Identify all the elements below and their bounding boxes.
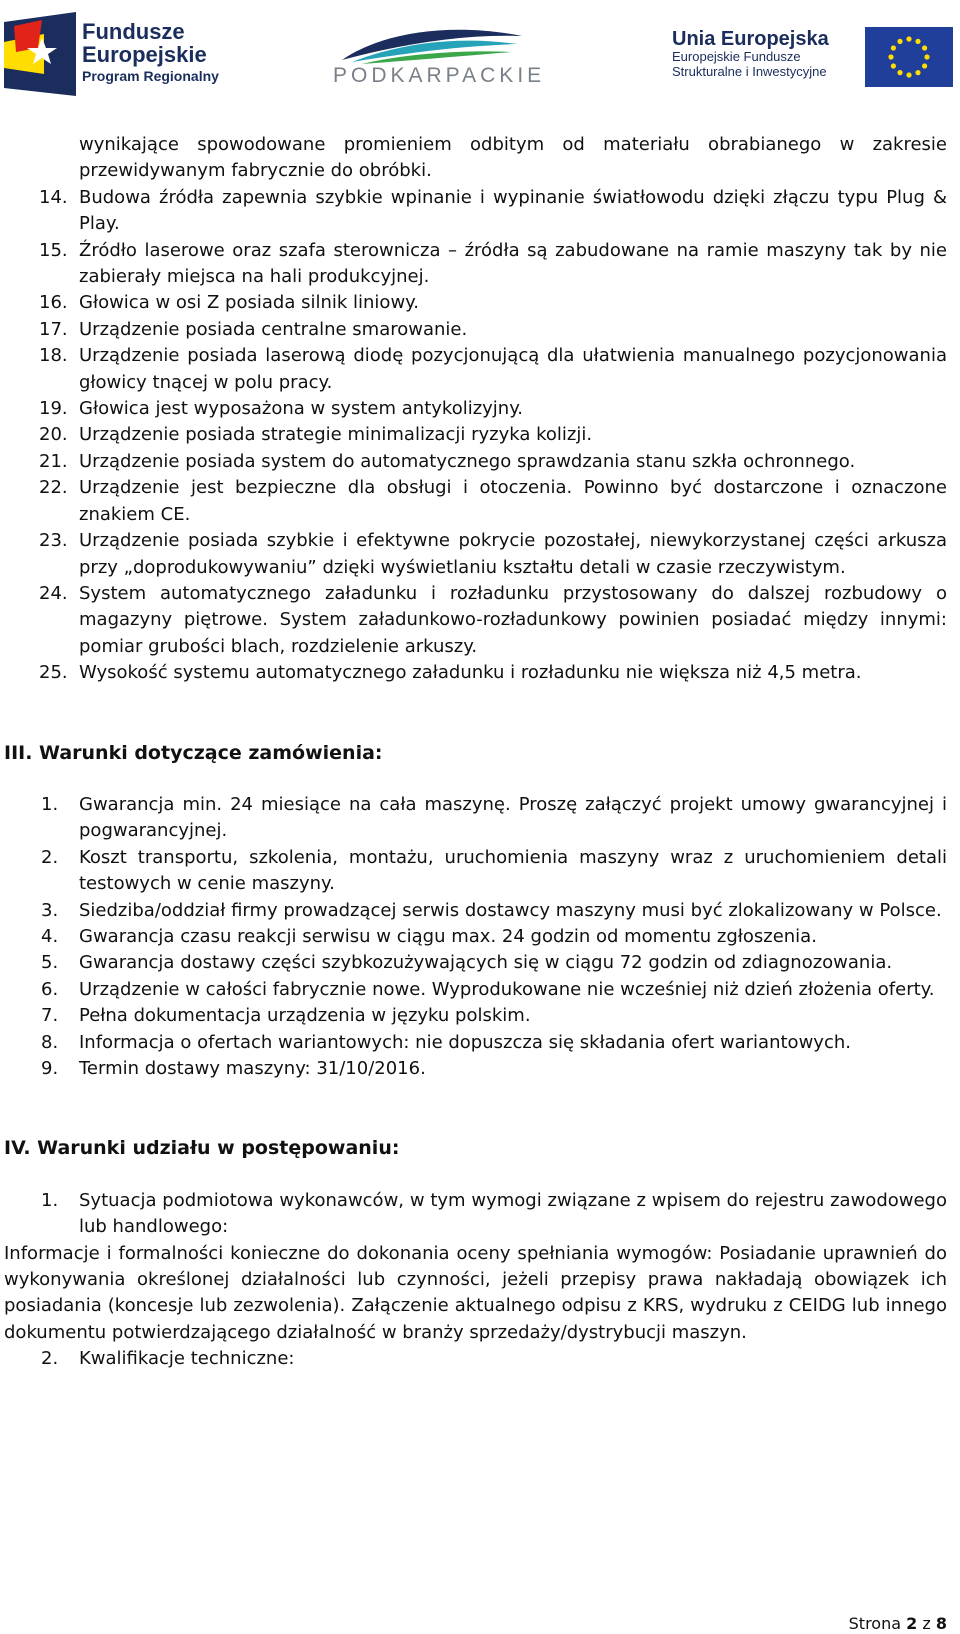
logo-center-name: PODKARPACKIE [333, 64, 546, 87]
footer-total-pages: 8 [935, 1614, 947, 1633]
list-item [0, 1056, 960, 1082]
participation-conditions-list-continued [0, 1346, 960, 1372]
list-item [0, 238, 960, 291]
list-item [0, 845, 960, 898]
participation-conditions-list [0, 1188, 960, 1241]
section-heading-iv: IV. Warunki udziału w postępowaniu: [4, 1137, 400, 1160]
list-item-number: 1. [41, 1189, 59, 1211]
header-logos [0, 0, 960, 100]
list-item-text: Urządzenie posiada szybkie i efektywne pokrycie pozostałej, niewykorzystanej części arkusza przy „doprodukowywaniu” dzięki wyświetlaniu kształtu detali w czasie rzeczywistym. [79, 530, 947, 578]
list-item-text: Wysokość systemu automatycznego załadunku i rozładunku nie większa niż 4,5 metra. [79, 662, 862, 684]
logo-left-line3: Program Regionalny [82, 68, 219, 85]
footer-page-number: 2 [906, 1614, 918, 1633]
list-item [0, 898, 960, 924]
list-item-number: 6. [41, 978, 59, 1000]
list-item-text: wynikające spowodowane promieniem odbitym od materiału obrabianego w zakresie przewidywanym fabrycznie do obróbki. [79, 134, 947, 182]
list-item-text: Urządzenie posiada centralne smarowanie. [79, 318, 468, 340]
list-item-number: 5. [41, 952, 59, 974]
list-item-number: 8. [41, 1031, 59, 1053]
list-item-continuation [0, 132, 960, 185]
list-item-text: Koszt transportu, szkolenia, montażu, uruchomienia maszyny wraz z uruchomieniem detali testowych w cenie maszyny. [79, 846, 947, 895]
footer-separator: z [922, 1614, 931, 1633]
list-item-text: Źródło laserowe oraz szafa sterownicza – źródła są zabudowane na ramie maszyny tak by nie zabierały miejsca na hali produkcyjnej. [79, 239, 947, 288]
list-item-text: Głowica w osi Z posiada silnik liniowy. [79, 292, 419, 314]
list-item [0, 581, 960, 660]
list-item-number: 23. [39, 530, 68, 552]
list-item-number: 20. [39, 424, 68, 446]
list-item-text: Urządzenie posiada strategie minimalizacji ryzyka kolizji. [79, 424, 593, 446]
requirements-list [0, 132, 960, 687]
list-item-text: Kwalifikacje techniczne: [79, 1348, 295, 1370]
list-item-text: System automatycznego załadunku i rozładunku przystosowany do dalszej rozbudowy o magazyny piętrowe. System załadunkowo-rozładunkowy powinien posiadać między innymi: pomiar grubości blach, rozdzielenie arkuszy. [79, 582, 947, 657]
list-item-text: Głowica jest wyposażona w system antykolizyjny. [79, 398, 524, 420]
list-item-number: 25. [39, 662, 68, 684]
list-item [0, 475, 960, 528]
logo-left-line2: Europejskie [82, 42, 207, 68]
list-item-number: 9. [41, 1058, 59, 1079]
list-item [0, 977, 960, 1003]
footer-prefix: Strona [848, 1614, 902, 1633]
document-body [0, 132, 960, 1373]
eu-flag-icon [865, 27, 953, 87]
list-item-text: Gwarancja czasu reakcji serwisu w ciągu max. 24 godzin od momentu zgłoszenia. [79, 925, 817, 947]
logo-right-line2: Europejskie Fundusze [672, 49, 801, 65]
list-item [0, 1003, 960, 1029]
logo-left-line1: Fundusze [82, 19, 185, 44]
logo-right-line1: Unia Europejska [672, 28, 829, 50]
list-item [0, 528, 960, 581]
list-item-number: 16. [39, 292, 68, 314]
participation-paragraph: Informacje i formalności konieczne do dokonania oceny spełniania wymogów: Posiadanie uprawnień do wykonywania określonej działalności lub czynności, jeżeli przepisy prawa nakładają obowiązek ich posiadania (koncesje lub zezwolenia). Załączenie aktualnego odpisu z KRS, wydruku z CEIDG lub innego dokumentu potwierdzającego działalność w branży sprzedaży/dystrybucji maszyn. [4, 1242, 947, 1343]
list-item-number: 4. [41, 925, 59, 947]
list-item-text: Urządzenie jest bezpieczne dla obsługi i otoczenia. Powinno być dostarczone i oznaczone znakiem CE. [79, 477, 947, 525]
list-item-number: 18. [39, 345, 68, 367]
list-item [0, 396, 960, 422]
list-item-text: Budowa źródła zapewnia szybkie wpinanie i wypinanie światłowodu dzięki złączu typu Plug & Play. [79, 186, 947, 235]
list-item [0, 185, 960, 238]
list-item-number: 15. [39, 239, 68, 261]
list-item-number: 17. [39, 318, 68, 340]
list-item [0, 317, 960, 343]
list-item [0, 422, 960, 448]
list-item [0, 343, 960, 396]
list-item-text: Siedziba/oddział firmy prowadzącej serwis dostawcy maszyny musi być zlokalizowany w Polsce. [79, 899, 942, 921]
logo-right-line3: Strukturalne i Inwestycyjne [672, 63, 827, 79]
list-item-text: Gwarancja dostawy części szybkozużywających się w ciągu 72 godzin od zdiagnozowania. [79, 952, 893, 974]
list-item-number: 1. [41, 793, 59, 815]
list-item-number: 7. [41, 1005, 59, 1027]
list-item-text: Urządzenie posiada laserową diodę pozycjonującą dla ułatwienia manualnego pozycjonowania głowicy tnącej w polu pracy. [79, 345, 947, 393]
list-item-text: Pełna dokumentacja urządzenia w języku polskim. [79, 1005, 531, 1027]
list-item-text: Gwarancja min. 24 miesiące na cała maszynę. Proszę załączyć projekt umowy gwarancyjnej i pogwarancyjnej. [79, 793, 947, 842]
list-item-number: 3. [41, 899, 59, 921]
list-item-text: Urządzenie posiada system do automatycznego sprawdzania stanu szkła ochronnego. [79, 450, 856, 472]
list-item-text: Urządzenie w całości fabrycznie nowe. Wyprodukowane nie wcześniej niż dzień złożenia oferty. [79, 978, 935, 1000]
list-item [0, 950, 960, 976]
order-conditions-list [0, 792, 960, 1082]
list-item-number: 2. [41, 846, 59, 868]
list-item-number: 22. [39, 477, 68, 499]
list-item [0, 449, 960, 475]
list-item [0, 1188, 960, 1241]
section-heading-iii: III. Warunki dotyczące zamówienia: [4, 741, 383, 764]
list-item [0, 1346, 960, 1372]
list-item-number: 14. [39, 186, 68, 208]
list-item-number: 2. [41, 1348, 59, 1370]
list-item-text: Sytuacja podmiotowa wykonawców, w tym wymogi związane z wpisem do rejestru zawodowego lub handlowego: [79, 1189, 947, 1238]
list-item-number: 21. [39, 450, 68, 472]
list-item-number: 24. [39, 582, 68, 604]
page-footer [849, 1614, 947, 1633]
list-item [0, 660, 960, 686]
list-item [0, 290, 960, 316]
list-item-text: Termin dostawy maszyny: 31/10/2016. [79, 1058, 426, 1079]
list-item-number: 19. [39, 398, 68, 420]
list-item [0, 924, 960, 950]
list-item-text: Informacja o ofertach wariantowych: nie dopuszcza się składania ofert wariantowych. [79, 1031, 851, 1053]
list-item [0, 1030, 960, 1056]
list-item [0, 792, 960, 845]
